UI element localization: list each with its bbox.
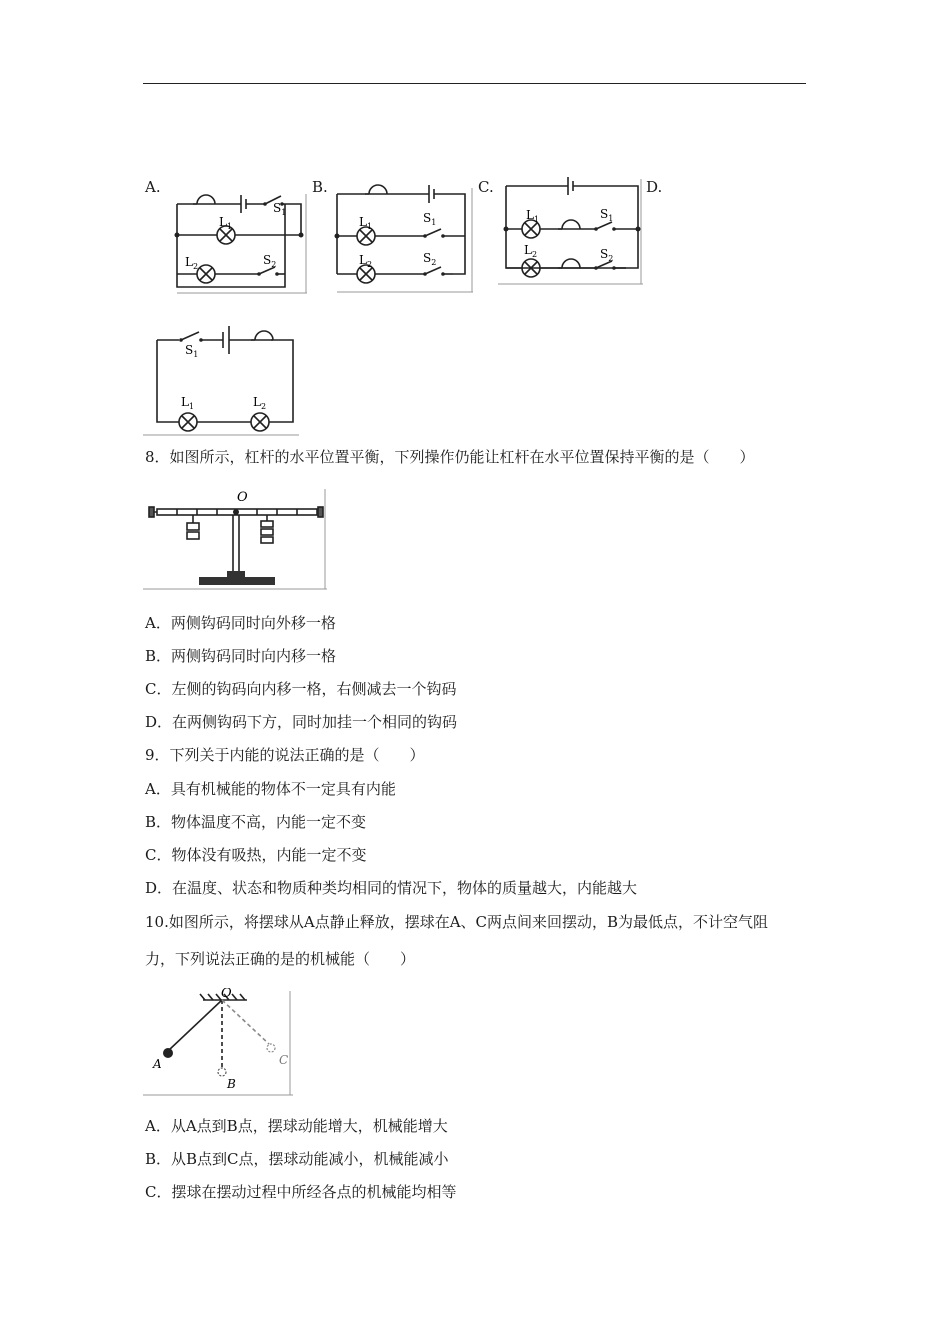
pendulum-figure xyxy=(143,988,293,1098)
point-b-label: B xyxy=(227,1077,236,1091)
q8-stem: 8．如图所示，杠杆的水平位置平衡，下列操作仍能让杠杆在水平位置保持平衡的是（ ） xyxy=(145,448,755,466)
s2-label: $S_2$ xyxy=(600,247,614,263)
l2-label: $L_2$ xyxy=(359,253,373,269)
q9-option-b: B．物体温度不高，内能一定不变 xyxy=(145,813,367,831)
q8-option-a: A．两侧钩码同时向外移一格 xyxy=(145,614,336,632)
l2-label: $L_2$ xyxy=(253,395,267,411)
q7-option-b-label: B. xyxy=(312,178,328,196)
l2-label: $L_2$ xyxy=(185,255,199,271)
q10-stem-line2: 力，下列说法正确的是的机械能（ ） xyxy=(145,950,416,968)
lever-figure xyxy=(143,485,327,593)
q7-option-a-label: A. xyxy=(145,178,161,196)
point-a-label: A xyxy=(153,1057,162,1071)
s2-label: $S_2$ xyxy=(423,251,437,267)
pivot-o-label: O xyxy=(237,490,248,505)
s1-label: $S_1$ xyxy=(423,211,437,227)
l1-label: $L_1$ xyxy=(526,208,540,224)
circuit-diagram-c xyxy=(498,174,643,286)
q10-stem-line1: 10.如图所示，将摆球从A点静止释放，摆球在A、C两点间来回摆动，B为最低点，不计空气阻 xyxy=(145,913,769,931)
l1-label: $L_1$ xyxy=(359,215,373,231)
q9-option-d: D．在温度、状态和物质种类均相同的情况下，物体的质量越大，内能越大 xyxy=(145,879,638,897)
q10-option-a: A．从A点到B点，摆球动能增大，机械能增大 xyxy=(145,1117,448,1135)
q10-option-b: B．从B点到C点，摆球动能减小，机械能减小 xyxy=(145,1150,449,1168)
circuit-diagram-b xyxy=(333,174,475,294)
l1-label: $L_1$ xyxy=(219,215,233,231)
s1-label: $S_1$ xyxy=(273,201,287,217)
q8-option-d: D．在两侧钩码下方，同时加挂一个相同的钩码 xyxy=(145,713,458,731)
q8-option-c: C．左侧的钩码向内移一格，右侧减去一个钩码 xyxy=(145,680,457,698)
point-c-label: C xyxy=(279,1053,289,1067)
circuit-diagram-d xyxy=(143,318,303,436)
q7-option-d-label: D. xyxy=(646,178,663,196)
q8-option-b: B．两侧钩码同时向内移一格 xyxy=(145,647,337,665)
pivot-o-label: O xyxy=(221,988,232,1001)
circuit-diagram-a xyxy=(165,174,307,294)
s1-label: $S_1$ xyxy=(600,207,614,223)
l2-label: $L_2$ xyxy=(524,243,538,259)
q9-option-c: C．物体没有吸热，内能一定不变 xyxy=(145,846,367,864)
q9-stem: 9．下列关于内能的说法正确的是（ ） xyxy=(145,746,425,764)
s2-label: $S_2$ xyxy=(263,253,277,269)
q9-option-a: A．具有机械能的物体不一定具有内能 xyxy=(145,780,396,798)
q10-option-c: C．摆球在摆动过程中所经各点的机械能均相等 xyxy=(145,1183,457,1201)
header-rule xyxy=(143,83,806,84)
q7-option-c-label: C. xyxy=(478,178,494,196)
l1-label: $L_1$ xyxy=(181,395,195,411)
s1-label: $S_1$ xyxy=(185,343,199,359)
